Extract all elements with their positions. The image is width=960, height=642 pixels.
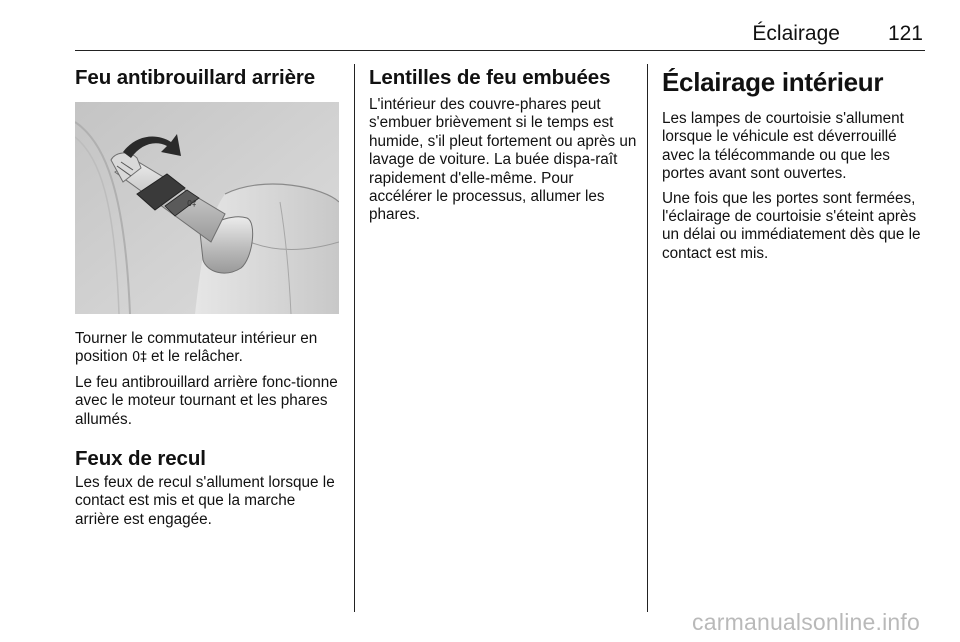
paragraph-misted-lenses: L'intérieur des couvre-phares peut s'embuer brièvement si le temps est humide, s'il pleut fortement ou après un lavage de voiture. La buée dispa-raît rapidement d'elle-même. Pour accélérer le processus, allumer les phares. — [369, 96, 637, 224]
column-3 — [662, 66, 930, 263]
rear-fog-lamp-icon: 0‡ — [131, 350, 147, 366]
svg-text:0‡: 0‡ — [187, 199, 197, 208]
page-header — [752, 22, 923, 46]
stalk-switch-rotate-illustration — [75, 102, 339, 314]
watermark: carmanualsonline.info — [692, 609, 920, 635]
section-title: Éclairage — [752, 22, 840, 45]
column-divider-1 — [354, 64, 355, 612]
section-heading-misted-lenses: Lentilles de feu embuées — [369, 66, 611, 89]
column-2 — [369, 66, 637, 225]
section-heading-reversing-lights: Feux de recul — [75, 447, 206, 471]
paragraph-rear-fog-instruction: Tourner le commutateur intérieur en position 0‡ et le relâcher. — [75, 330, 318, 366]
column-1 — [75, 66, 339, 529]
page-number: 121 — [887, 22, 923, 45]
paragraph-courtesy-lamps-on: Les lampes de courtoisie s'allument lorsque le véhicule est déverrouillé avec la télécommande ou que les portes avant sont ouvertes. — [662, 110, 904, 183]
paragraph-reversing-lights: Les feux de recul s'allument lorsque le contact est mis et que la marche arrière est engagée. — [75, 474, 335, 528]
paragraph-rear-fog-condition: Le feu antibrouillard arrière fonc-tionne avec le moteur tournant et les phares allumés. — [75, 373, 338, 428]
column-divider-2 — [647, 64, 648, 612]
paragraph-courtesy-lamps-off: Une fois que les portes sont fermées, l'éclairage de courtoisie s'éteint après un délai ou immédiatement dès que le contact est mis. — [662, 189, 921, 262]
header-rule — [75, 50, 925, 51]
section-heading-rear-fog: Feu antibrouillard arrière — [75, 66, 316, 89]
section-heading-interior-lighting: Éclairage intérieur — [662, 67, 884, 97]
